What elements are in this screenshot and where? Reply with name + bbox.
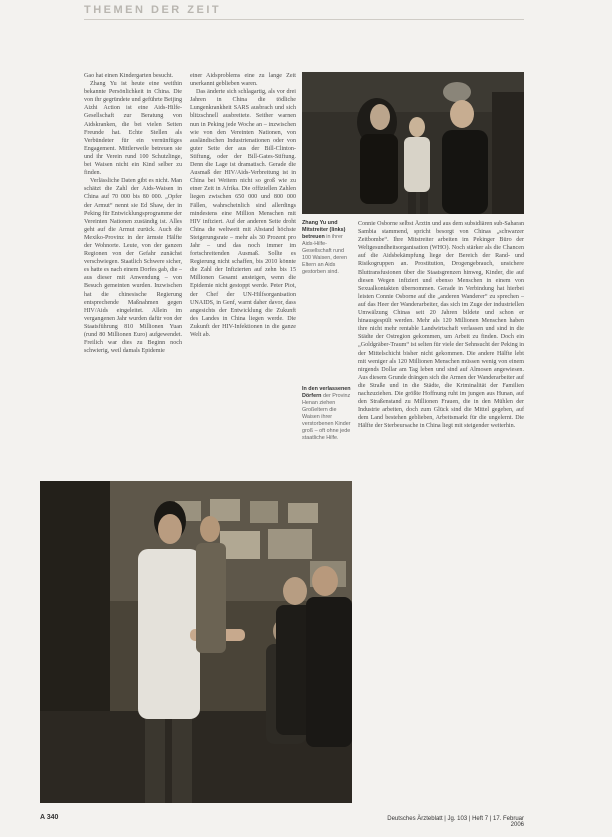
caption-mid-bold: In den verlassenen Dörfern	[302, 386, 351, 399]
col1-paragraph: Zhang Yu ist heute eine weithin bekannte Persönlichkeit in China. Die von ihr gegründete und geführte Beijing Aizhi Action ist eine Aids-Hilfe-Gesellschaft zur Beratung von Aidskranken, die bei vielen Seiten Freunde hat. Echte Stellen als Verbündeter für ein vernünftiges Engagement. Mittlerweile betreuen sie und ihr Verein rund 100 Schutzlinge, bei Waisen nicht ein Kind selber zu finden.	[84, 81, 182, 177]
journal-reference: Deutsches Ärzteblatt | Jg. 103 | Heft 7 | 17. Februar 2006	[387, 816, 524, 828]
photo-zhang-yu-image	[302, 72, 524, 214]
col3-paragraph: Connie Osborne selbst Ärztin und aus dem subsidiären sub-Saharan Sambia stammend, spricht besorgt von Chinas „schwarzer Zeitbombe“. Ihre Mitstreiter arbeiten im Pekinger Büro der Weltgesundheitsorganisation (WHO). Noch stärker als die Chancen auf die Aidsbekämpfung liege der Bereich der Rand- und Risikogruppen an. Prostitution, Drogengebrauch, unsichere Bluttransfusionen über die Staatsgrenzen hinweg, Kinder, die auf diesen Wegen infiziert und ebenso Menschen in einem von Sexualkontakten übernommen. Gerade in Verbindung hat hierbei leisten Connie Osborne auf die „anderen Wanderer“ zu sprechen – auf das Heer der Wanderarbeiter, das sich im Zuge der industriellen Umwälzung Chinas seit 20 Jahren bildete und schon er hinausgespült werden. Mehr als 120 Millionen Menschen haben ihre nicht mehr rentable Landwirtschaft verlassen und sind in die Städte der Ostregion gekommen, um Arbeit zu finden. Doch ein „Goldgräber-Traum“ ist selten für viele der Sehnsucht der Peking in der Mittelschicht bisher nicht gekommen. Die andere Hälfte lebt mit weniger als 120 Millionen Menschen müssen wenig von einem nirgends Dollar am Tag leben und sind auf Almosen angewiesen. Aus diesem Grunde drängen sich die Armen der Wanderarbeiter auf die Straße und in die Städte, die Kriminalität der Familien nachzuziehen. Die größte Hoffnung ruht im jungen aus Hunan, auf den Straßenstand zu Millionen Frauen, die in den Mühlen der Industrie arbeiten, doch zum Glück sind die Mittel gegeben, auf dem Land bestehen geblieben, Arbeitsmarkt für die ungelernt. Die Hälfte der Sterbeursache in China liegt mit steigender weiterhin.	[358, 221, 524, 430]
text-column-2	[190, 72, 296, 477]
text-column-3	[358, 220, 524, 810]
col2-paragraph: einer Aidsproblems eine zu lange Zeit unerkannt geblieben waren.	[190, 73, 296, 88]
photo-zhang-yu-group	[302, 72, 524, 214]
col2-paragraph: Das änderte sich schlagartig, als vor drei Jahren in China die tödliche Lungenkrankheit SARS ausbrach und sich blitzschnell ausbreitete. Seither warnen nun in Peking jede Woche an – inzwischen wie von den Vereinten Nationen, von ausländischen Industrienationen oder von guter Seite der aus der Bill-Clinton-Stiftung, oder der Bill-Gates-Stiftung. Denn die Lage ist dramatisch. Gerade die Ausmaß der HIV/Aids-Verbreitung ist in China bei Weitem nicht so groß wie zu einer Zeit in Afrika. Die offiziellen Zahlen liegen zwischen 650 000 und 800 000 Fällen, wahrscheinlich sind allerdings mindestens eine Million Menschen mit HIV infiziert. Auf der anderen Seite droht China die weltweit mit Abstand höchste Steigerungsrate – mehr als 30 Prozent pro Jahr – und das noch immer im fortschreitenden Ausmaß. Sollte es Regierung nicht schaffen, bis 2010 könnte die Zahl der Infizierten auf zehn bis 15 Millionen Gesamt ansteigen, wenn die Epidemie nicht gestoppt werde. Peter Piot, der Chef der UN-Hilfsorganisation UNAIDS, in Genf, warnt daher davor, dass angesichts der Entwicklung die Zukunft des Landes in China liegen werde. Die Zukunft der HIV-Infektionen in die ganze Welt ab.	[190, 89, 296, 338]
photo-henan-village	[40, 481, 352, 803]
caption-mid-text: der Provinz Henan ziehen Großeltern die Waisen ihrer verstorbenen Kinder groß – oft ohne jede staatliche Hilfe.	[302, 393, 351, 441]
header-rule	[84, 19, 524, 20]
col1-paragraph: Verlässliche Daten gibt es nicht. Man schätzt die Zahl der Aids-Waisen in China auf 70 000 bis 80 000. „Opfer der Armut“ nennt sie Ed Shaw, der in Peking für Entwicklungsprogramme der Vereinten Nationen zuständig ist. Alles geht auf die Armut zurück. Auch die Mexiko-Provinz in der ärmste Hälfte der Wohnorte. Leute, von der ganzen Regionen von der Gefahr zunächst verschwiegen. Staatlich Schwere sicher, es hatte es nach einem Dorfes gab, die – aus dieser mit Anwendung – von Besuch gemeinten wurden. Inzwischen hat die chinesische Regierung entsprechende Maßnahmen gegen HIV/Aids eingeleitet. Allein im vergangenen Jahr wurden dafür von der Staatsführung 810 Millionen Yuan (rund 80 Millionen Euro) aufgewendet. Freilich war dies zu Beginn noch schwierig, weil damals Epidemie	[84, 178, 182, 355]
caption-top-text: in ihrer Aids-Hilfe-Gesellschaft rund 100 Waisen, deren Eltern an Aids gestorben sind.	[302, 234, 348, 275]
caption-mid	[302, 386, 352, 442]
page-number: A 340	[40, 814, 59, 821]
photo-henan-image	[40, 481, 352, 803]
caption-top	[302, 220, 352, 276]
col1-paragraph: Gao hat einen Kindergarten besucht.	[84, 73, 174, 79]
section-header: THEMEN DER ZEIT	[84, 4, 222, 16]
text-column-1	[84, 72, 182, 477]
caption-top-bold: Zhang Yu und Mitstreiter (links) betreuen	[302, 220, 346, 240]
